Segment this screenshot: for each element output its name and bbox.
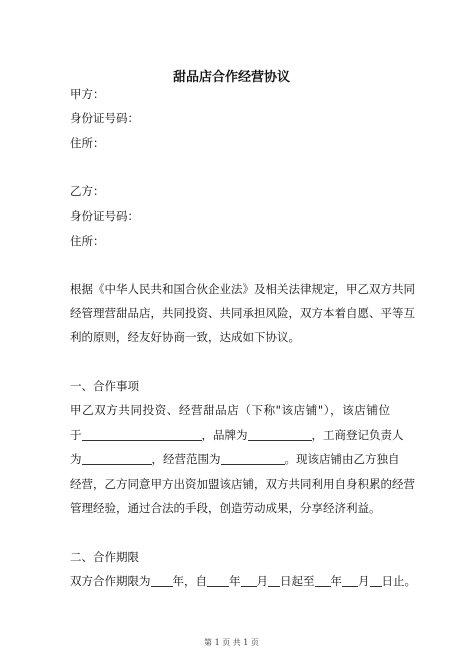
party-b-address-label: 住所：	[70, 234, 105, 248]
party-b-id-label: 身份证号码：	[70, 209, 139, 223]
party-b-label: 乙方：	[70, 184, 105, 198]
start-month-blank	[241, 574, 257, 587]
term-years-blank	[151, 574, 173, 587]
location-blank	[82, 428, 202, 441]
brand-blank	[248, 428, 312, 441]
registrant-blank	[82, 452, 152, 465]
section-1-line-2-part-1: 于	[70, 428, 82, 442]
section-1-line-3-part-2: ，经营范围为	[151, 452, 221, 466]
term-part-2: 年，自	[172, 574, 207, 588]
term-part-3: 年	[229, 574, 241, 588]
section-1-line-1: 甲乙双方共同投资、经营甜品店（下称"该店铺"），该店铺位	[70, 403, 390, 417]
start-year-blank	[207, 574, 229, 587]
party-a-address-label: 住所：	[70, 136, 105, 150]
end-day-blank	[370, 574, 382, 587]
page-footer: 第 1 页 共 1 页	[204, 638, 259, 647]
section-1-heading: 一、合作事项	[70, 379, 139, 393]
intro-line-3: 利的原则，经友好协商一致，达成如下协议。	[70, 330, 300, 344]
term-part-8: 日止。	[381, 574, 416, 588]
section-1-line-2-part-3: ，工商登记负责人	[311, 428, 404, 442]
party-a-id-label: 身份证号码：	[70, 111, 139, 125]
term-part-5: 日起至	[280, 574, 315, 588]
section-1-line-2	[70, 428, 404, 442]
document-title: 甜品店合作经营协议	[172, 70, 290, 85]
term-part-6: 年	[330, 574, 342, 588]
section-1-line-5: 管理经验，通过合法的手段，创造劳动成果，分享经济利益。	[70, 501, 381, 515]
section-1-line-3-part-1: 为	[70, 452, 82, 466]
section-2-line-1	[70, 574, 416, 588]
end-year-blank	[315, 574, 331, 587]
party-a-label: 甲方：	[70, 87, 105, 101]
intro-line-1: 根据《中华人民共和国合伙企业法》及相关法律规定，甲乙双方共同	[70, 282, 415, 296]
section-2-heading: 二、合作期限	[70, 550, 139, 564]
end-month-blank	[342, 574, 358, 587]
section-1-line-3	[70, 452, 400, 466]
business-scope-blank	[221, 452, 285, 465]
section-1-line-2-part-2: ，品牌为	[201, 428, 248, 442]
intro-line-2: 经管理营甜品店，共同投资、共同承担风险，双方本着自愿、平等互	[70, 306, 415, 320]
term-part-7: 月	[358, 574, 370, 588]
section-1-line-4: 经营，乙方同意甲方出资加盟该店铺，双方共同利用自身积累的经营	[70, 477, 415, 491]
section-1-line-3-part-3: 。现该店铺由乙方独自	[284, 452, 400, 466]
term-part-1: 双方合作期限为	[70, 574, 151, 588]
term-part-4: 月	[256, 574, 268, 588]
start-day-blank	[268, 574, 280, 587]
